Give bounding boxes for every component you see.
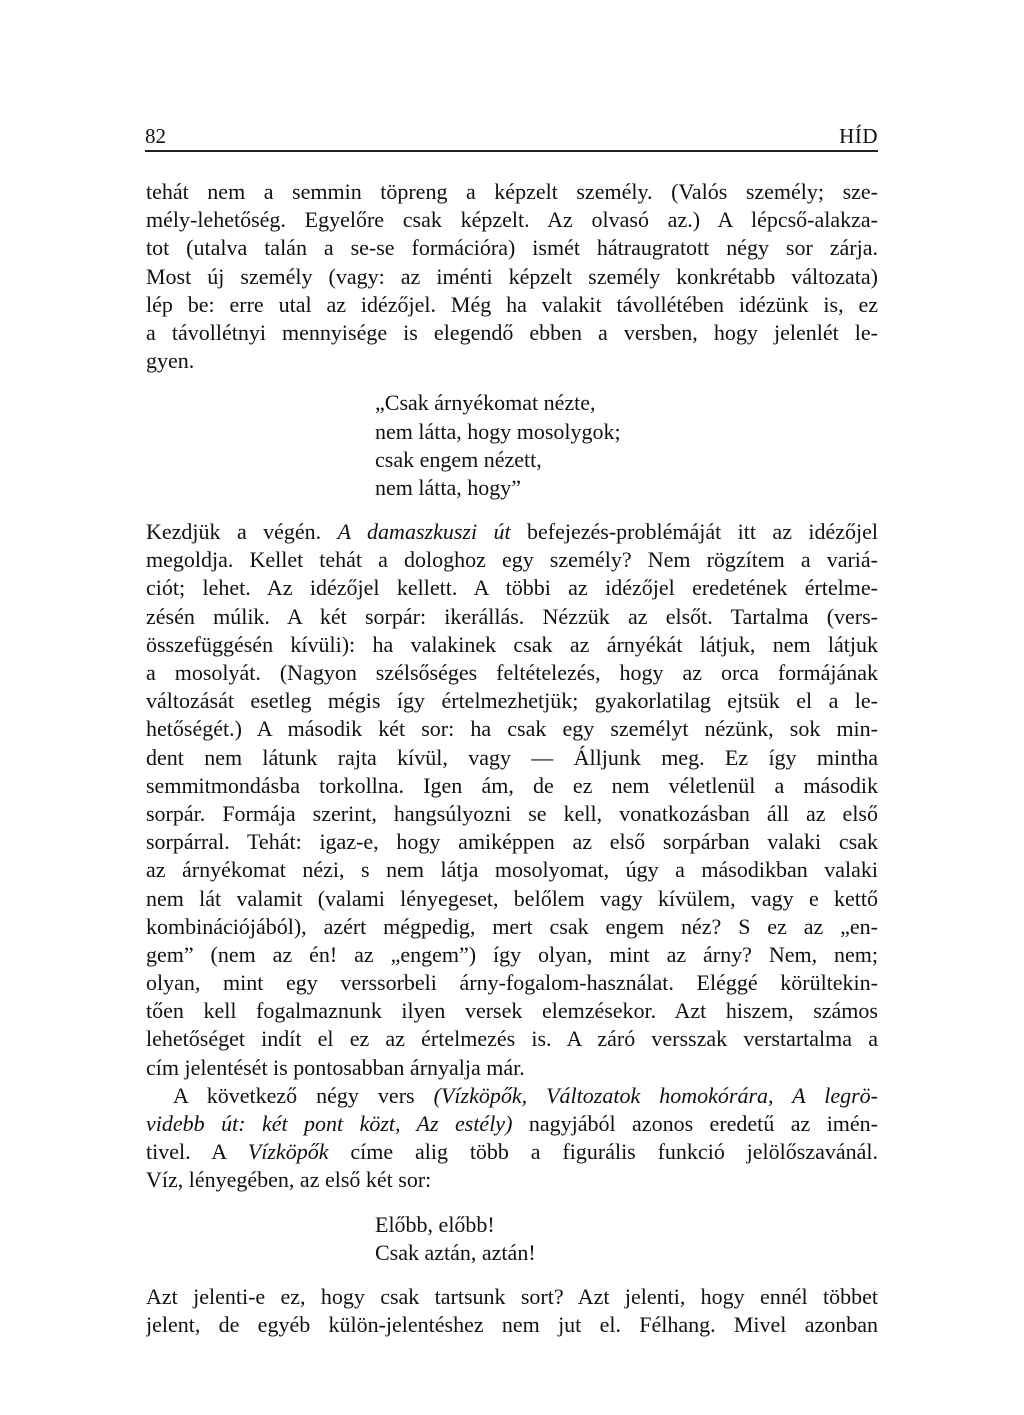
paragraph-2: [146, 518, 878, 1082]
text-line: Azt jelenti-e ez, hogy csak tartsunk sort? Azt jelenti, hogy ennél többet: [146, 1283, 878, 1309]
text-run: Kezdjük a végén.: [146, 519, 322, 545]
text-line: zésén múlik. A két sorpár: ikerállás. Nézzük az elsőt. Tartalma (vers-: [146, 603, 878, 629]
text-line: olyan, mint egy verssorbeli árny-fogalom-használat. Eléggé körültekin-: [146, 970, 878, 996]
paragraph-4: [146, 1283, 878, 1339]
text-run: tivel. A: [146, 1139, 226, 1165]
text-line: tehát nem a semmin töpreng a képzelt személy. (Valós személy; sze-: [146, 179, 878, 204]
spacer: [146, 502, 878, 518]
text-line: [146, 1110, 878, 1138]
text-line: ciót; lehet. Az idézőjel kellett. A többi az idézőjel eredetének értelme-: [146, 575, 878, 601]
text-line: a távollétnyi mennyisége is elegendő ebben a versben, hogy jelenlét le-: [146, 319, 878, 345]
text-line: tően kell fogalmaznunk ilyen versek elemzésekor. Azt hiszem, számos: [146, 998, 878, 1024]
text-line: megoldja. Kellet tehát a dologhoz egy személy? Nem rögzítem a variá-: [146, 547, 878, 573]
text-run: nagyjából azonos eredetű az imén-: [528, 1111, 878, 1136]
text-line: [146, 1082, 878, 1110]
text-line: kombinációjából), azért mégpedig, mert csak engem néz? S ez az „en-: [146, 913, 878, 939]
text-line: semmitmondásba torkollna. Igen ám, de ez nem véletlenül a második: [146, 772, 878, 798]
text-line: jelent, de egyéb külön-jelentéshez nem jut el. Félhang. Mivel azonban: [146, 1312, 878, 1338]
verse-line: csak engem nézett,: [375, 446, 542, 472]
text-line: [146, 518, 878, 546]
verse-line: „Csak árnyékomat nézte,: [375, 390, 596, 416]
text-line: Most új személy (vagy: az iménti képzelt személy konkrétabb változata): [146, 263, 878, 289]
text-line: gem” (nem az én! az „engem”) így olyan, mint az árny? Nem, nem;: [146, 941, 878, 967]
text-line: gyen.: [146, 348, 195, 374]
journal-title: HÍD: [839, 124, 878, 148]
verse-line: nem látta, hogy”: [375, 474, 522, 500]
spacer: [146, 375, 878, 389]
text-line: cím jelentését is pontosabban árnyalja már.: [146, 1054, 525, 1080]
page-number: 82: [145, 124, 166, 148]
text-run: A következő négy vers: [173, 1082, 415, 1108]
text-line: nem lát valamit (valami lényegeset, belőlem vagy kívülem, vagy e kettő: [146, 885, 878, 911]
verse-line: nem látta, hogy mosolygok;: [375, 418, 621, 444]
verse-quote-1: [146, 389, 878, 502]
work-titles: videbb út: két pont közt, Az estély): [146, 1111, 513, 1136]
text-line: dent nem látunk rajta kívül, vagy — Álljunk meg. Ez így mintha: [146, 744, 878, 770]
text-line: sorpár. Formája szerint, hangsúlyozni se kell, vonatkozásban áll az első: [146, 800, 878, 826]
text-line: Víz, lényegében, az első két sor:: [146, 1167, 432, 1193]
work-title: Vízköpők: [247, 1139, 329, 1165]
text-line: sorpárral. Tehát: igaz-e, hogy amiképpen az első sorpárban valaki csak: [146, 829, 878, 855]
text-line: az árnyékomat nézi, s nem látja mosolyomat, úgy a másodikban valaki: [146, 857, 878, 883]
text-line: lép be: erre utal az idézőjel. Még ha valakit távollétében idézünk is, ez: [146, 291, 878, 317]
verse-line: Előbb, előbb!: [375, 1211, 495, 1237]
paragraph-1: [146, 178, 878, 375]
text-line: hetőségét.) A második két sor: ha csak egy személyt nézünk, sok min-: [146, 716, 878, 742]
text-run: befejezés-problémáját itt az idézőjel: [527, 519, 878, 545]
paragraph-3: [146, 1082, 878, 1195]
text-line: a mosolyát. (Nagyon szélsőséges feltételezés, hogy az orca formájának: [146, 660, 878, 685]
text-line: [146, 1138, 878, 1166]
body-text: [146, 178, 878, 1339]
text-run: címe alig több a figurális funkció jelölőszavánál.: [350, 1139, 878, 1165]
header-rule: [145, 150, 878, 152]
spacer: [146, 1195, 878, 1211]
work-title: A damaszkuszi út: [337, 519, 511, 545]
verse-line: Csak aztán, aztán!: [375, 1239, 536, 1265]
verse-quote-2: [146, 1211, 878, 1267]
spacer: [146, 1267, 878, 1283]
text-line: tot (utalva talán a se-se formációra) ismét hátraugratott négy sor zárja.: [146, 235, 878, 261]
work-titles: (Vízköpők, Változatok homokórára, A legrö-: [433, 1082, 878, 1108]
text-line: mély-lehetőség. Egyelőre csak képzelt. Az olvasó az.) A lépcső-alakza-: [146, 207, 878, 233]
text-line: összefüggésén kívüli): ha valakinek csak az árnyékát látjuk, nem látjuk: [146, 631, 878, 657]
text-line: lehetőséget indít el ez az értelmezés is. A záró versszak verstartalma a: [146, 1026, 878, 1052]
text-line: változását esetleg mégis így értelmezhetjük; gyakorlatilag ejtsük el a le-: [146, 688, 878, 714]
